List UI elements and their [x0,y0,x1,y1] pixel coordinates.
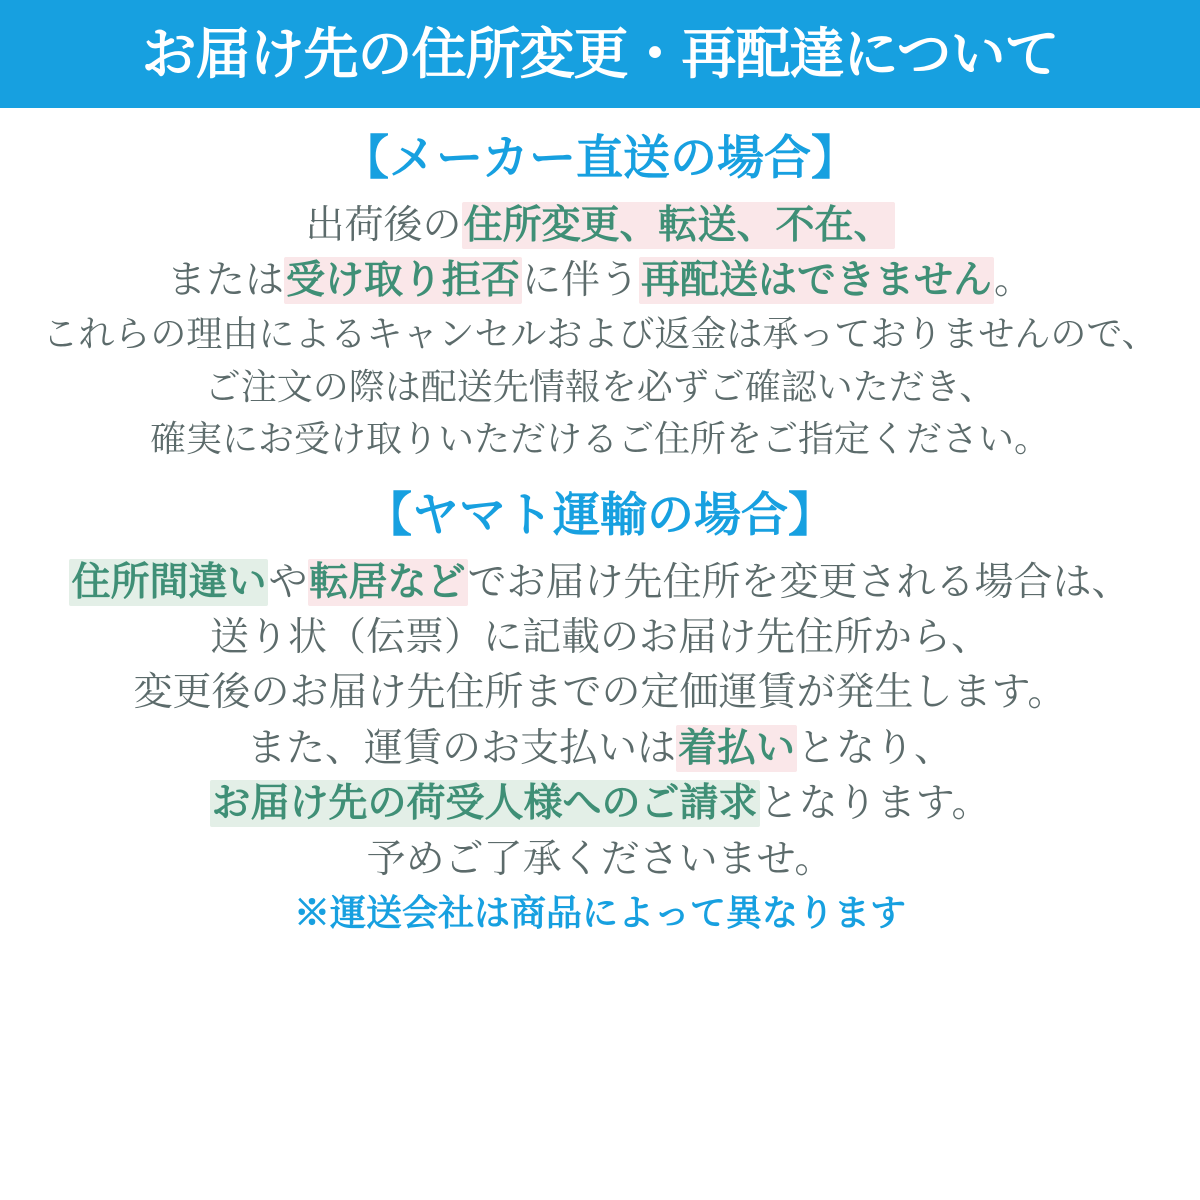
yamato-line-4 [8,721,1192,776]
section-yamato-body [8,555,1192,887]
maker-line-1-part-1: 出荷後の [305,203,462,247]
yamato-line-2: 送り状（伝票）に記載のお届け先住所から、 [209,616,990,660]
yamato-line-1 [8,555,1192,610]
maker-line-3: これらの理由によるキャンセルおよび返金は承っておりませんので、 [42,313,1158,355]
yamato-line-4-part-1: また、運賃のお支払いは [246,726,676,770]
yamato-line-4-part-3: となり、 [797,726,954,770]
yamato-line-1-part-3: 転居など [309,560,466,604]
maker-line-2-part-2: 受け取り拒否 [285,259,520,303]
maker-line-2-part-1: または [166,259,284,303]
section-yamato [8,489,1192,887]
yamato-line-3: 変更後のお届け先住所までの定価運賃が発生します。 [133,671,1067,715]
maker-line-2-part-5: 。 [994,259,1034,303]
footnote: ※運送会社は商品によって異なります [293,891,906,933]
section-heading-yamato: 【ヤマト運輸の場合】 [365,488,835,541]
maker-line-2 [8,253,1192,308]
notice-content [0,132,1200,938]
section-heading-maker: 【メーカー直送の場合】 [341,131,859,184]
header-bar [0,0,1200,108]
maker-line-1-part-2: 住所変更、転送、不在、 [463,203,893,247]
maker-line-1 [8,198,1192,253]
section-maker-direct [8,132,1192,465]
yamato-line-5-part-1: お届け先の荷受人様へのご請求 [211,782,758,826]
maker-line-5: 確実にお受け取りいただけるご住所をご指定ください。 [149,417,1050,459]
yamato-line-1-part-1: 住所間違い [71,560,267,604]
yamato-line-4-part-2: 着払い [677,726,795,770]
yamato-line-1-part-2: や [268,560,308,604]
yamato-line-5-part-2: となります。 [759,782,991,826]
yamato-line-6: 予めご了承くださいませ。 [366,837,834,881]
maker-line-2-part-3: に伴う [521,259,639,303]
maker-line-2-part-4: 再配送はできません [641,259,993,303]
section-maker-body [8,198,1192,465]
yamato-line-5 [8,776,1192,831]
yamato-line-1-part-4: でお届け先住所を変更される場合は、 [467,560,1131,604]
maker-line-4: ご注文の際は配送先情報を必ずご確認いただき、 [204,365,996,407]
page-title: お届け先の住所変更・再配達について [141,22,1059,85]
